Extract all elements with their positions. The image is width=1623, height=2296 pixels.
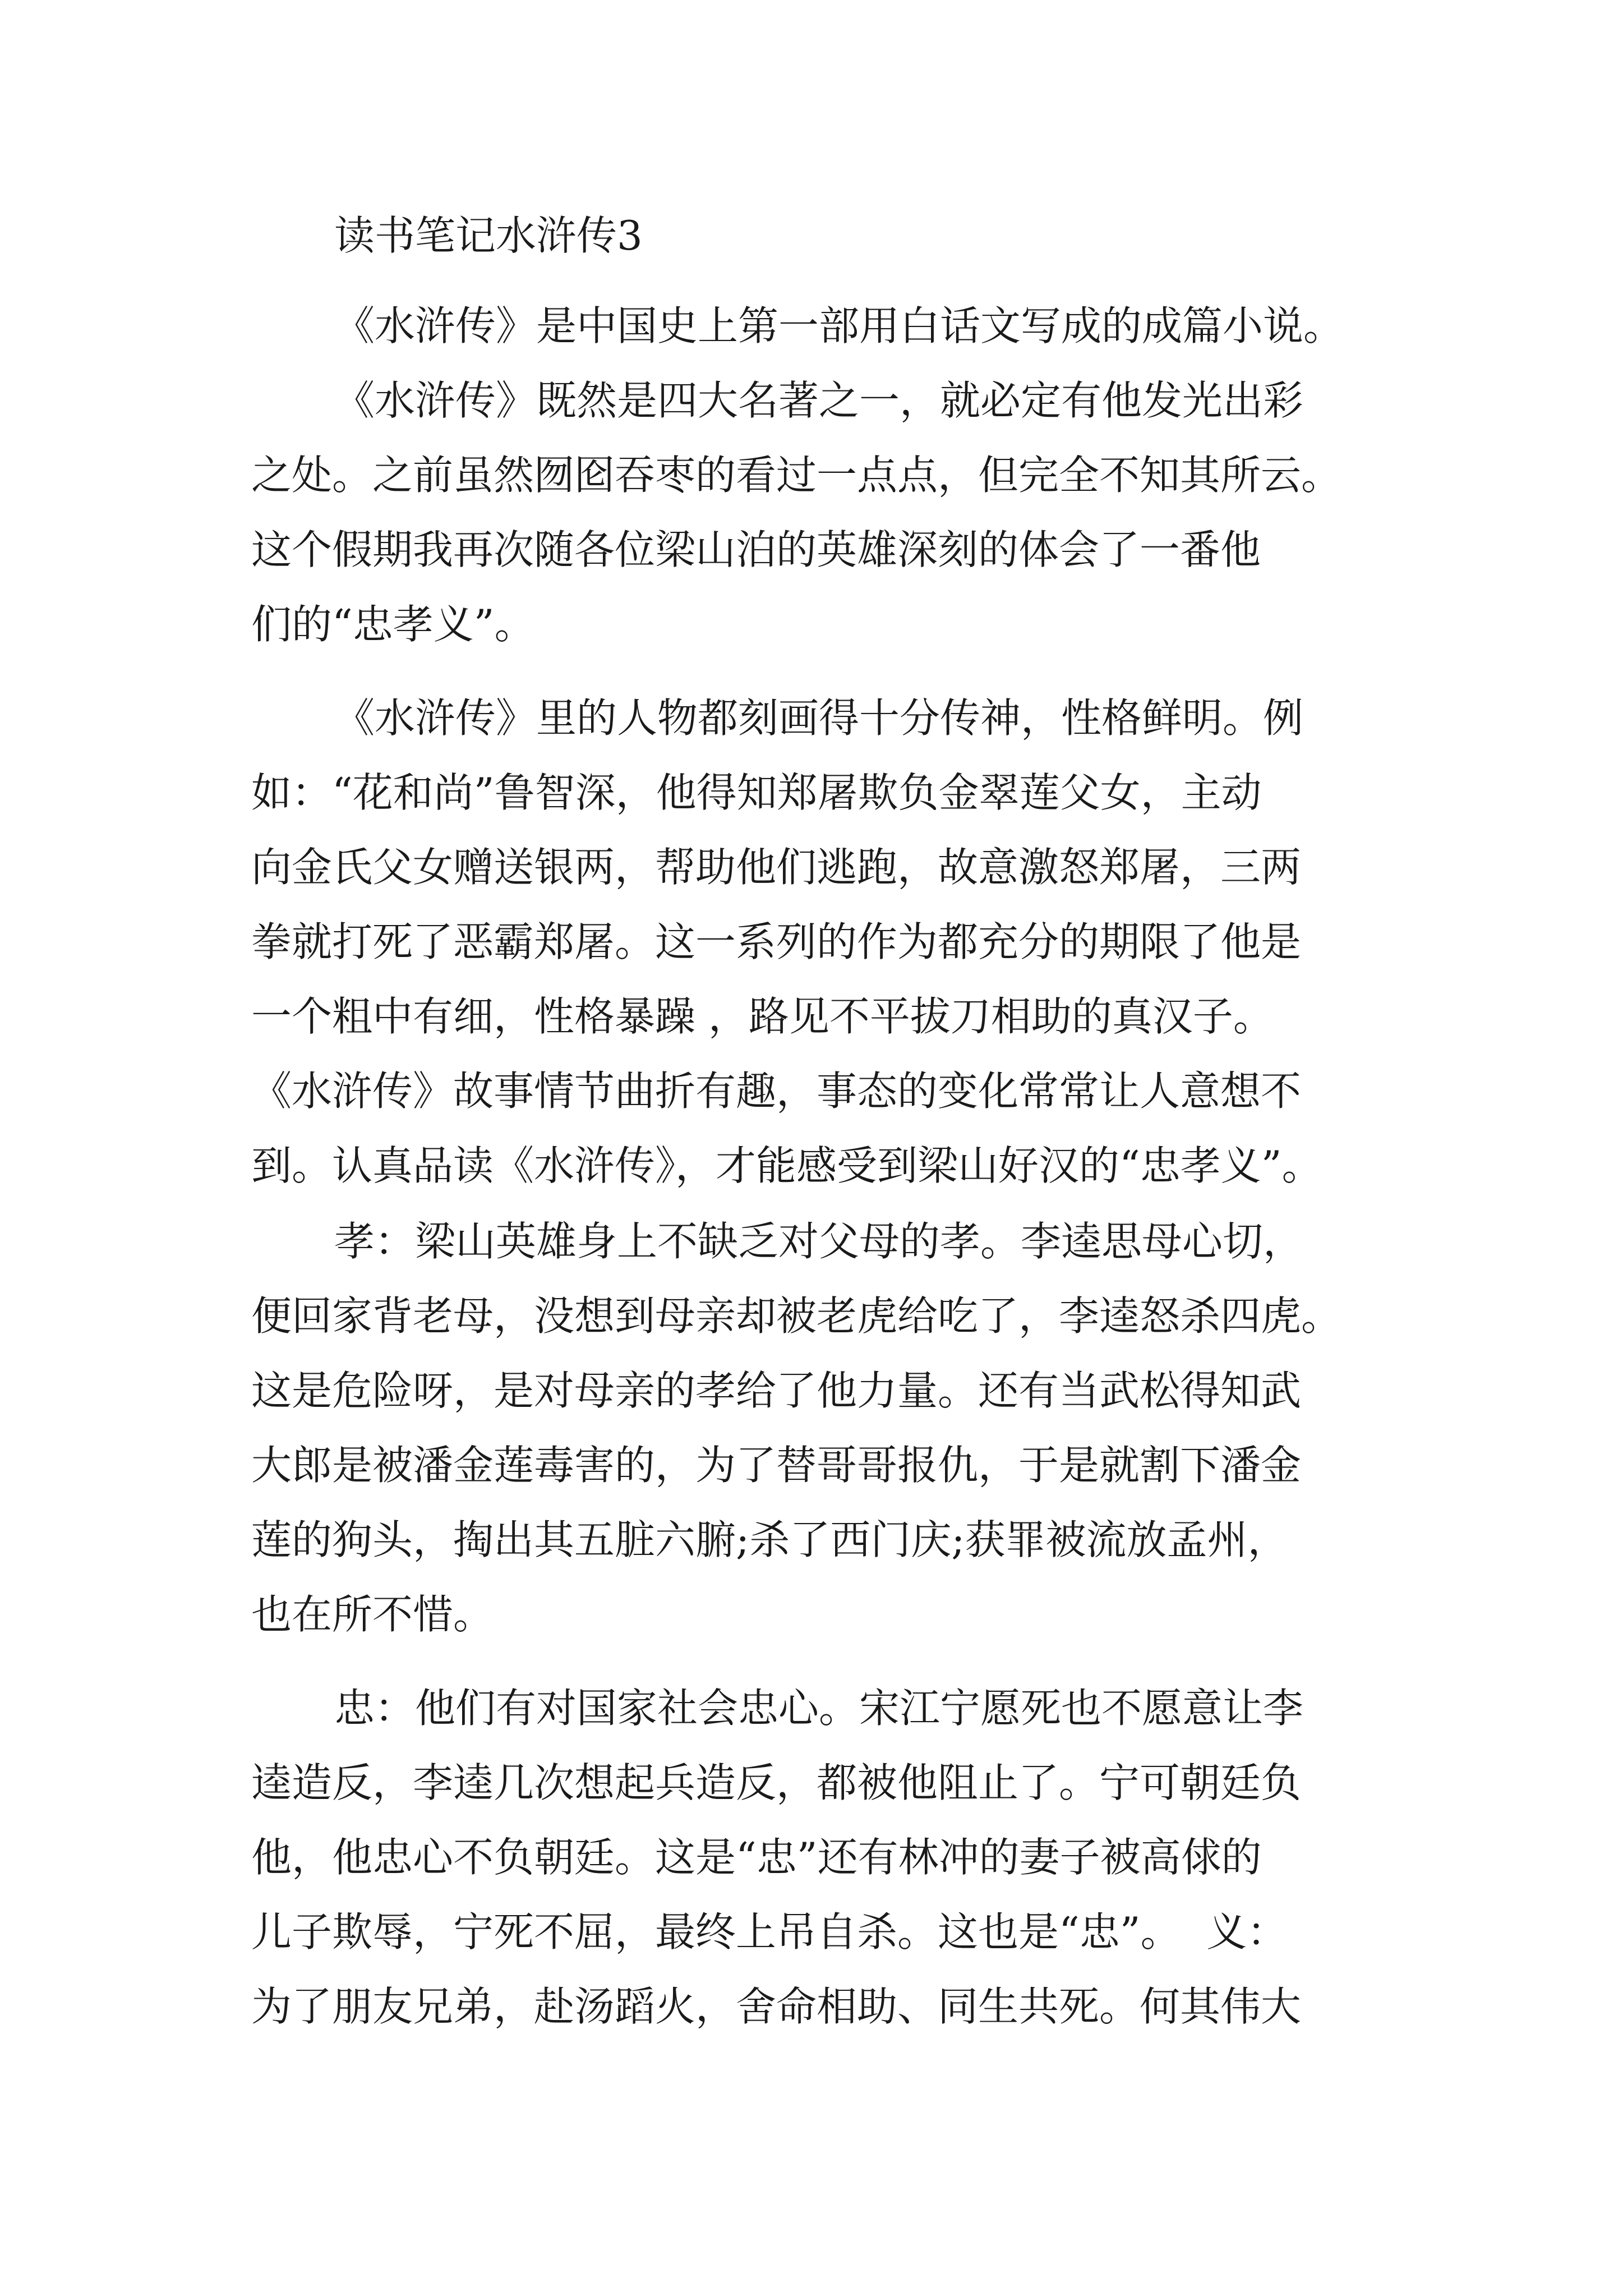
text-line: 他，他忠心不负朝廷。这是“忠”还有林冲的妻子被高俅的 (251, 1834, 1262, 1881)
text-line: 也在所不惜。 (251, 1591, 494, 1638)
text-line: 儿子欺辱，宁死不屈，最终上吊自杀。这也是“忠”。 义： (251, 1908, 1288, 1955)
text-line: 《水浒传》里的人物都刻画得十分传神，性格鲜明。例 (334, 694, 1304, 742)
text-line: 到。认真品读《水浒传》，才能感受到梁山好汉的“忠孝义”。 (251, 1142, 1322, 1189)
text-line: 们的“忠孝义”。 (251, 601, 535, 648)
text-line: 如：“花和尚”鲁智深，他得知郑屠欺负金翠莲父女，主动 (251, 769, 1262, 816)
text-line: 一个粗中有细，性格暴躁 ，路见不平拔刀相助的真汉子。 (251, 993, 1274, 1040)
text-line: 《水浒传》是中国史上第一部用白话文写成的成篇小说。 (334, 302, 1344, 349)
text-line: 《水浒传》既然是四大名著之一，就必定有他发光出彩 (334, 377, 1304, 424)
text-line: 这是危险呀，是对母亲的孝给了他力量。还有当武松得知武 (251, 1367, 1302, 1414)
text-line: 逵造反，李逵几次想起兵造反，都被他阻止了。宁可朝廷负 (251, 1759, 1302, 1806)
text-line: 向金氏父女赠送银两，帮助他们逃跑，故意激怒郑屠，三两 (251, 844, 1302, 891)
text-line: 《水浒传》故事情节曲折有趣，事态的变化常常让人意想不 (251, 1068, 1302, 1115)
text-line: 忠：他们有对国家社会忠心。宋江宁愿死也不愿意让李 (334, 1685, 1304, 1732)
text-line: 大郎是被潘金莲毒害的，为了替哥哥报仇，于是就割下潘金 (251, 1442, 1302, 1489)
text-line: 这个假期我再次随各位梁山泊的英雄深刻的体会了一番他 (251, 526, 1261, 573)
text-line: 之处。之前虽然囫囵吞枣的看过一点点，但完全不知其所云。 (251, 452, 1342, 499)
document-title: 读书笔记水浒传3 (334, 212, 643, 259)
text-line: 为了朋友兄弟，赴汤蹈火，舍命相助、同生共死。何其伟大 (251, 1983, 1302, 2030)
text-line: 拳就打死了恶霸郑屠。这一系列的作为都充分的期限了他是 (251, 918, 1302, 965)
text-line: 便回家背老母，没想到母亲却被老虎给吃了，李逵怒杀四虎。 (251, 1292, 1342, 1340)
text-line: 孝：梁山英雄身上不缺乏对父母的孝。李逵思母心切， (334, 1218, 1304, 1265)
text-line: 莲的狗头，掏出其五脏六腑;杀了西门庆;获罪被流放孟州， (251, 1516, 1288, 1563)
